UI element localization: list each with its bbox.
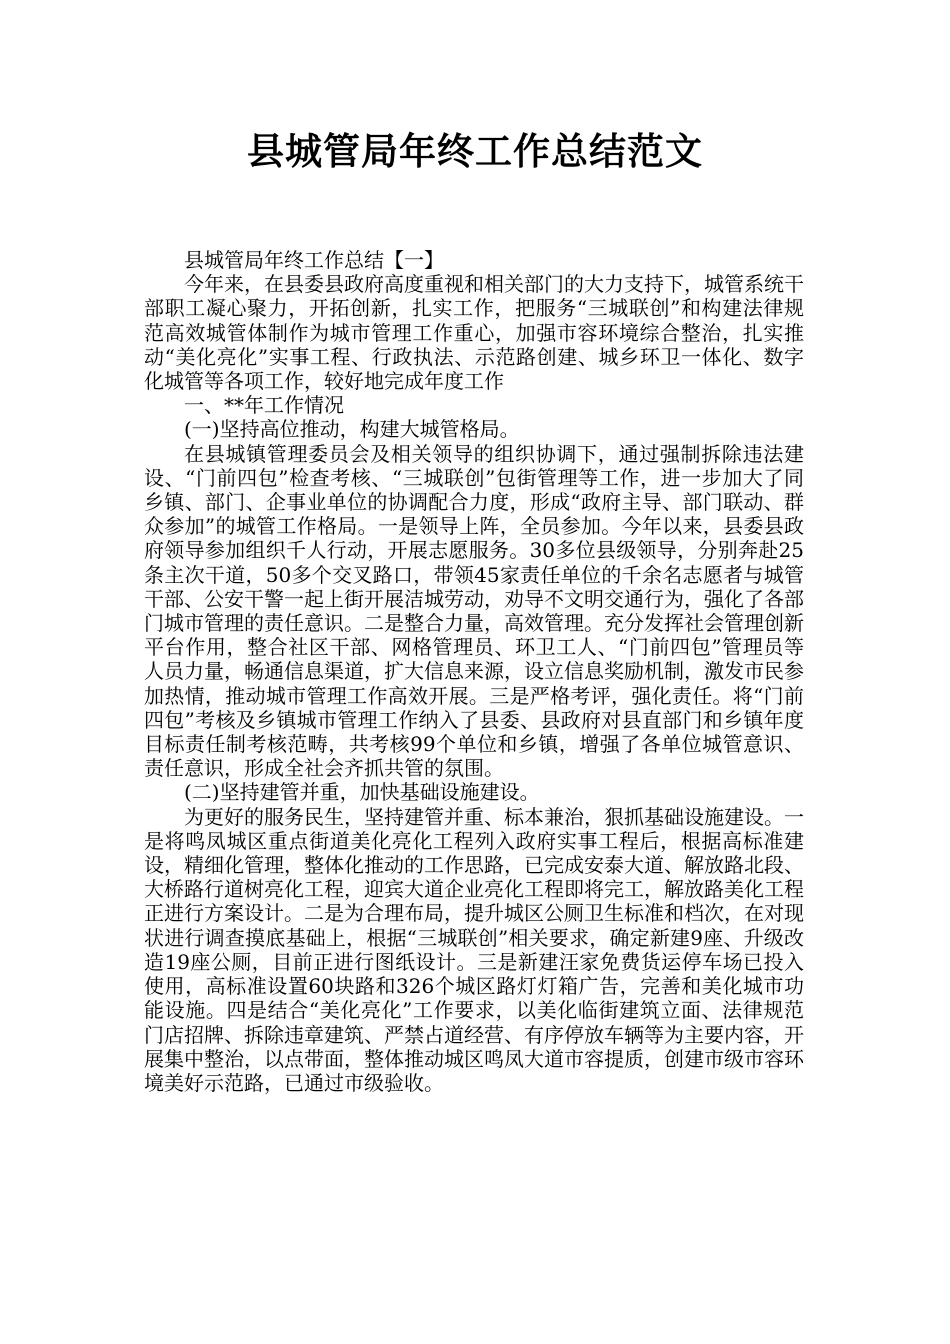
subsection-heading: (一)坚持高位推动，构建大城管格局。: [184, 417, 520, 442]
section-heading: 一、**年工作情况: [184, 393, 344, 418]
body-paragraph: 为更好的服务民生，坚持建管并重、标本兼治，狠抓基础设施建设。一是将鸣凤城区重点街道美化亮化工程列入政府实事工程后，根据高标准建设，精细化管理，整体化推动的工作思路，已完成安泰大道、解放路北段、大桥路行道树亮化工程，迎宾大道企业亮化工程即将完工，解放路美化工程正进行方案设计。二是为合理布局，提升城区公厕卫生标准和档次，在对现状进行调查摸底基础上，根据“三城联创”相关要求，确定新建9座、升级改造19座公厕，目前正进行图纸设计。三是新建汪家免费货运停车场已投入使用，高标准设置60块路和326个城区路灯灯箱广告，完善和美化城市功能设施。四是结合“美化亮化”工作要求，以美化临街建筑立面、法律规范门店招牌、拆除违章建筑、严禁占道经营、有序停放车辆等为主要内容，开展集中整治，以点带面，整体推动城区鸣凤大道市容提质，创建市级市容环境美好示范路，已通过市级验收。: [144, 804, 804, 1095]
document-body: [144, 248, 804, 1095]
section-heading: 县城管局年终工作总结【一】: [184, 248, 444, 272]
subsection-heading: (二)坚持建管并重，加快基础设施建设。: [184, 780, 540, 805]
body-paragraph: 在县城镇管理委员会及相关领导的组织协调下，通过强制拆除违法建设、“门前四包”检查考核、“三城联创”包街管理等工作，进一步加大了同乡镇、部门、企事业单位的协调配合力度，形成“政府主导、部门联动、群众参加”的城管工作格局。一是领导上阵，全员参加。今年以来，县委县政府领导参加组织千人行动，开展志愿服务。30多位县级领导，分别奔赴25条主次干道，50多个交叉路口，带领45家责任单位的千余名志愿者与城管干部、公安干警一起上街开展洁城劳动，劝导不文明交通行为，强化了各部门城市管理的责任意识。二是整合力量，高效管理。充分发挥社会管理创新平台作用，整合社区干部、网格管理员、环卫工人、“门前四包”管理员等人员力量，畅通信息渠道，扩大信息来源，设立信息奖励机制，激发市民参加热情，推动城市管理工作高效开展。三是严格考评，强化责任。将“门前四包”考核及乡镇城市管理工作纳入了县委、县政府对县直部门和乡镇年度目标责任制考核范畴，共考核99个单位和乡镇，增强了各单位城管意识、责任意识，形成全社会齐抓共管的氛围。: [144, 441, 804, 781]
body-paragraph: 今年来，在县委县政府高度重视和相关部门的大力支持下，城管系统干部职工凝心聚力，开拓创新，扎实工作，把服务“三城联创”和构建法律规范高效城管体制作为城市管理工作重心，加强市容环境综合整治，扎实推动“美化亮化”实事工程、行政执法、示范路创建、城乡环卫一体化、数字化城管等各项工作，较好地完成年度工作: [144, 272, 804, 394]
document-title: 县城管局年终工作总结范文: [247, 130, 703, 173]
